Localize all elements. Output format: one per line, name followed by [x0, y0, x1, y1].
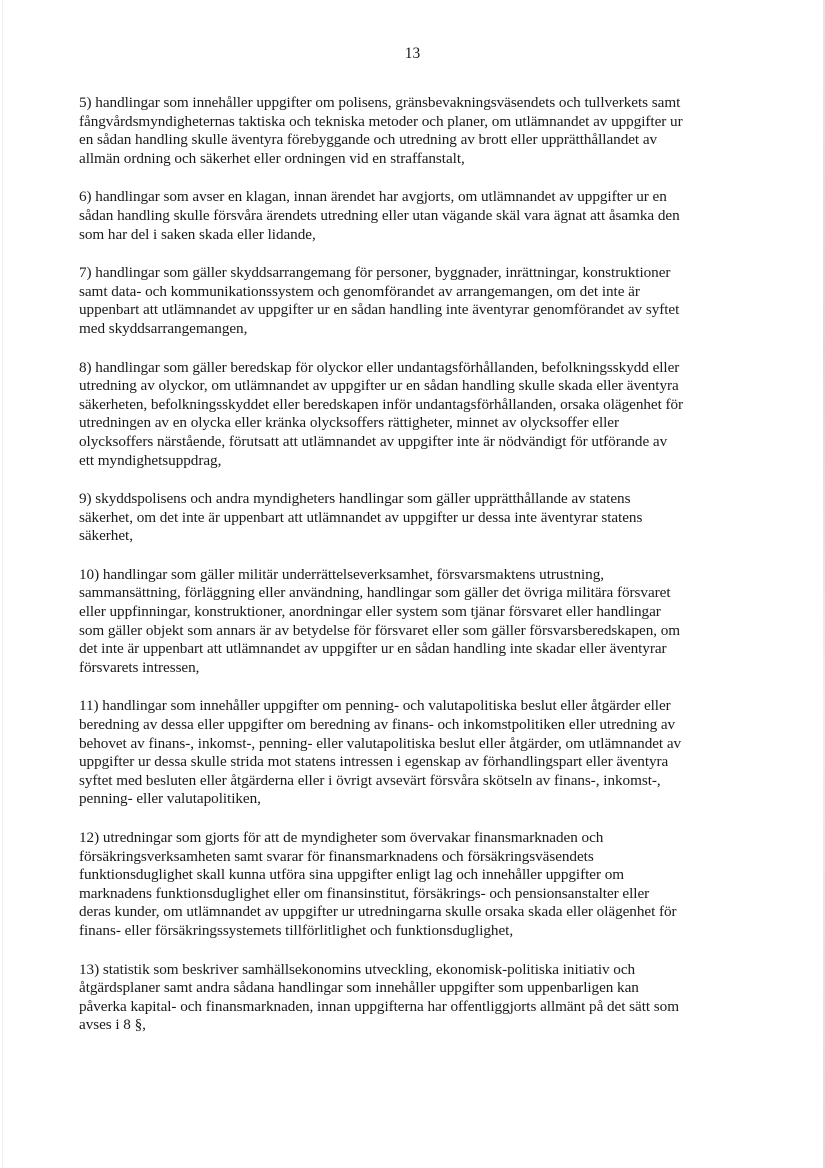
paragraph-item-12: 12) utredningar som gjorts för att de myndigheter som övervakar finansmarknaden och försäkringsverksamheten samt svarar för finansmarknadens och försäkringsväsendets funktionsduglighet skall kunna utföra sina uppgifter enligt lag och innehåller uppgifter om marknadens funktionsduglighet eller om finansinstitut, försäkrings- och pensionsanstalter eller deras kunder, om utlämnandet av uppgifter ur utredningarna skulle orsaka skada eller olägenhet för finans- eller försäkringssystemets tillförlitlighet och funktionsduglighet,: [79, 829, 677, 939]
scan-edge-left: [2, 0, 3, 1168]
document-body: [79, 94, 753, 1055]
paragraph-item-10: 10) handlingar som gäller militär underrättelseverksamhet, försvarsmaktens utrustning, sammansättning, förläggning eller användning, handlingar som gäller det övriga militära försvaret eller uppfinningar, konstruktioner, anordningar eller system som tjänar försvaret eller handlingar som gäller objekt som annars är av betydelse för försvaret eller som gäller försvarsberedskapen, om det inte är uppenbart att utlämnandet av uppgifter ur en sådan handling inte skadar eller äventyrar försvarets intressen,: [79, 565, 681, 676]
paragraph-item-5: 5) handlingar som innehåller uppgifter om polisens, gränsbevakningsväsendets och tullverkets samt fångvårdsmyndigheternas taktiska och tekniska metoder och planer, om utlämnandet av uppgifter ur en sådan handling skulle äventyra förebyggande och utredning av brott eller upprätthållandet av allmän ordning och säkerhet eller ordningen vid en straffanstalt,: [79, 94, 683, 167]
paragraph-item-13: 13) statistik som beskriver samhällsekonomins utveckling, ekonomisk-politiska initiativ och åtgärdsplaner samt andra sådana handlingar som innehåller uppgifter som uppenbarligen kan påverka kapital- och finansmarknaden, innan uppgifterna har offentliggjorts allmänt på det sätt som avses i 8 §,: [79, 960, 679, 1034]
paragraph-item-11: 11) handlingar som innehåller uppgifter om penning- och valutapolitiska beslut eller åtgärder eller beredning av dessa eller uppgifter om beredning av finans- och inkomstpolitiken eller utredning av behovet av finans-, inkomst-, penning- eller valutapolitiska beslut eller åtgärder, om utlämnandet av uppgifter ur dessa skulle strida mot statens intressen i egenskap av förhandlingspart eller äventyra syftet med besluten eller åtgärderna eller i övrigt avsevärt försvåra skötseln av finans-, inkomst-, penning- eller valutapolitiken,: [79, 697, 682, 808]
paragraph-item-8: 8) handlingar som gäller beredskap för olyckor eller undantagsförhållanden, befolkningsskydd eller utredning av olyckor, om utlämnandet av uppgifter ur en sådan handling skulle skada eller äventyra säkerheten, befolkningsskyddet eller beredskapen inför undantagsförhållanden, orsaka olägenhet för utredningen av en olycka eller kränka olycksoffers rättigheter, minnet av olycksoffer eller olycksoffers närstående, förutsatt att utlämnandet av uppgifter inte är nödvändigt för utförande av ett myndighetsuppdrag,: [79, 358, 684, 469]
page-number: 13: [404, 45, 421, 62]
paragraph-item-7: 7) handlingar som gäller skyddsarrangemang för personer, byggnader, inrättningar, konstruktioner samt data- och kommunikationssystem och genomförandet av arrangemangen, om det inte är uppenbart att utlämnandet av uppgifter ur en sådan handling inte äventyrar genomförandet av syftet med skyddsarrangemangen,: [79, 264, 680, 337]
paragraph-item-6: 6) handlingar som avser en klagan, innan ärendet har avgjorts, om utlämnandet av uppgifter ur en sådan handling skulle försvåra ärendets utredning eller utan vägande skäl vara ägnat att åsamka den som har del i saken skada eller lidande,: [79, 188, 680, 243]
paragraph-item-9: 9) skyddspolisens och andra myndigheters handlingar som gäller upprätthållande av statens säkerhet, om det inte är uppenbart att utlämnandet av uppgifter ur dessa inte äventyrar statens säkerhet,: [79, 490, 643, 545]
